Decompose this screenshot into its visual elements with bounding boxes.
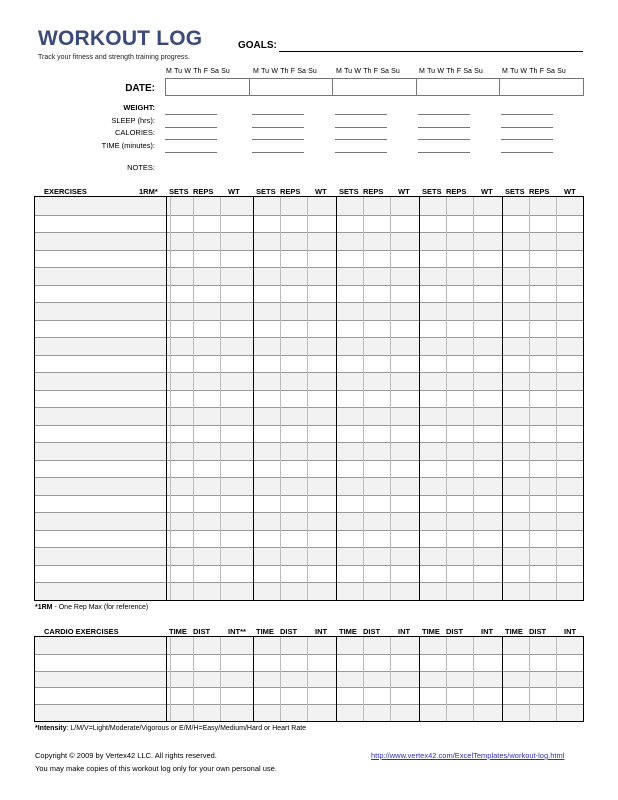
row-shade — [35, 637, 583, 654]
strength-grid[interactable] — [34, 196, 584, 601]
date-box[interactable] — [250, 79, 334, 95]
day-header-row — [253, 68, 319, 75]
date-box[interactable] — [166, 79, 250, 95]
day-header-row — [419, 68, 485, 75]
day-header: F — [290, 68, 296, 75]
day-header: Su — [474, 68, 483, 75]
table-row[interactable] — [35, 425, 583, 426]
column-divider — [166, 637, 167, 721]
stat-entry-line[interactable] — [335, 152, 387, 153]
row-shade — [35, 407, 583, 425]
table-row[interactable] — [35, 285, 583, 286]
day-header: F — [373, 68, 379, 75]
table-row[interactable] — [35, 704, 583, 705]
stat-entry-line[interactable] — [335, 127, 387, 128]
column-divider — [253, 197, 254, 600]
day-header: Tu — [261, 68, 270, 75]
column-divider — [529, 637, 530, 721]
column-header: WT — [315, 187, 327, 196]
column-header: REPS — [446, 187, 467, 196]
column-header: DIST — [280, 627, 298, 636]
column-divider — [556, 637, 557, 721]
stat-entry-line[interactable] — [418, 114, 470, 115]
day-header: Tu — [344, 68, 353, 75]
row-shade — [35, 442, 583, 460]
stat-entry-line[interactable] — [252, 139, 304, 140]
table-row[interactable] — [35, 267, 583, 268]
column-divider — [280, 197, 281, 600]
stat-entry-line[interactable] — [165, 127, 217, 128]
column-divider — [307, 197, 308, 600]
row-shade — [35, 671, 583, 688]
date-label: DATE: — [125, 83, 155, 94]
sleep-label: SLEEP (hrs): — [111, 116, 155, 125]
table-row[interactable] — [35, 372, 583, 373]
column-header: DIST — [446, 627, 464, 636]
stat-entry-line[interactable] — [418, 139, 470, 140]
cardio-exercises-header: CARDIO EXERCISES — [44, 627, 119, 636]
column-divider — [473, 637, 474, 721]
stat-entry-line[interactable] — [252, 127, 304, 128]
table-row[interactable] — [35, 460, 583, 461]
table-row[interactable] — [35, 582, 583, 583]
column-divider — [220, 197, 221, 600]
stat-entry-line[interactable] — [418, 127, 470, 128]
column-header: SETS — [339, 187, 359, 196]
stat-entry-line[interactable] — [252, 114, 304, 115]
column-divider — [390, 197, 391, 600]
column-divider — [446, 637, 447, 721]
column-header: WT — [481, 187, 493, 196]
onerm-header: 1RM* — [139, 187, 158, 196]
day-header: Sa — [380, 68, 389, 75]
row-shade — [35, 372, 583, 390]
day-header: Tu — [427, 68, 436, 75]
column-header: INT — [564, 627, 577, 636]
day-header: F — [456, 68, 462, 75]
table-row[interactable] — [35, 495, 583, 496]
row-shade — [35, 197, 583, 215]
day-header: W — [520, 68, 527, 75]
day-header: Th — [529, 68, 538, 75]
usage-note: You may make copies of this workout log only for your own personal use. — [35, 764, 277, 773]
column-header: INT — [315, 627, 328, 636]
day-header: F — [539, 68, 545, 75]
table-row[interactable] — [35, 654, 583, 655]
stat-entry-line[interactable] — [165, 114, 217, 115]
stat-entry-line[interactable] — [501, 127, 553, 128]
column-header: WT — [228, 187, 240, 196]
stat-entry-line[interactable] — [335, 139, 387, 140]
column-divider — [446, 197, 447, 600]
intensity-footnote: *Intensity: L/M/V=Light/Moderate/Vigorous or E/M/H=Easy/Medium/Hard or Heart Rate — [35, 725, 307, 732]
column-divider — [220, 637, 221, 721]
row-shade — [35, 337, 583, 355]
day-header: M — [253, 68, 259, 75]
column-divider — [502, 637, 503, 721]
column-header: WT — [398, 187, 410, 196]
stat-entry-line[interactable] — [252, 152, 304, 153]
day-header: M — [419, 68, 425, 75]
day-header: Th — [280, 68, 289, 75]
column-divider — [363, 197, 364, 600]
column-divider — [336, 197, 337, 600]
column-header: SETS — [256, 187, 276, 196]
column-divider — [193, 637, 194, 721]
table-row[interactable] — [35, 530, 583, 531]
time-label: TIME (minutes): — [101, 141, 155, 150]
column-header: DIST — [193, 627, 211, 636]
day-header: M — [502, 68, 508, 75]
day-header: F — [203, 68, 209, 75]
onerm-footnote: *1RM - One Rep Max (for reference) — [35, 604, 149, 611]
table-row[interactable] — [35, 442, 583, 443]
column-header: SETS — [505, 187, 525, 196]
column-divider — [556, 197, 557, 600]
column-header: REPS — [280, 187, 301, 196]
goals-label: GOALS: — [238, 40, 277, 51]
column-divider — [336, 637, 337, 721]
calories-label: CALORIES: — [114, 128, 155, 137]
day-header: Th — [363, 68, 372, 75]
table-row[interactable] — [35, 390, 583, 391]
date-box[interactable] — [417, 79, 501, 95]
column-divider — [419, 637, 420, 721]
day-header: Sa — [297, 68, 306, 75]
row-shade — [35, 477, 583, 495]
column-header: TIME — [339, 627, 357, 636]
column-header: INT — [398, 627, 411, 636]
day-header: Sa — [463, 68, 472, 75]
column-divider — [390, 637, 391, 721]
table-row[interactable] — [35, 407, 583, 408]
column-header: REPS — [193, 187, 214, 196]
notes-label: NOTES: — [127, 163, 155, 172]
column-header: TIME — [256, 627, 274, 636]
table-row[interactable] — [35, 250, 583, 251]
day-header: Su — [557, 68, 566, 75]
column-header: REPS — [363, 187, 384, 196]
day-header: Sa — [210, 68, 219, 75]
table-row[interactable] — [35, 565, 583, 566]
column-header: INT — [481, 627, 494, 636]
row-shade — [35, 302, 583, 320]
day-header: W — [354, 68, 361, 75]
page-subtitle: Track your fitness and strength training progress. — [38, 54, 190, 61]
date-boxes — [165, 78, 584, 96]
day-header: Su — [308, 68, 317, 75]
stat-entry-line[interactable] — [501, 114, 553, 115]
day-header: M — [336, 68, 342, 75]
table-row[interactable] — [35, 671, 583, 672]
day-header: Tu — [510, 68, 519, 75]
row-shade — [35, 232, 583, 250]
day-header: Tu — [174, 68, 183, 75]
column-divider — [307, 637, 308, 721]
table-row[interactable] — [35, 232, 583, 233]
column-divider — [170, 197, 171, 600]
column-header: SETS — [169, 187, 189, 196]
table-row[interactable] — [35, 337, 583, 338]
exercises-header: EXERCISES — [44, 187, 87, 196]
table-row[interactable] — [35, 512, 583, 513]
day-header: M — [166, 68, 172, 75]
day-header: W — [437, 68, 444, 75]
column-header: WT — [564, 187, 576, 196]
day-header: Th — [446, 68, 455, 75]
table-row[interactable] — [35, 215, 583, 216]
column-divider — [529, 197, 530, 600]
row-shade — [35, 267, 583, 285]
column-header: DIST — [363, 627, 381, 636]
day-header: W — [271, 68, 278, 75]
copyright: Copyright © 2009 by Vertex42 LLC. All rights reserved. — [35, 751, 217, 760]
page-title: WORKOUT LOG — [38, 27, 203, 50]
weight-label: WEIGHT: — [123, 103, 155, 112]
stat-entry-line[interactable] — [418, 152, 470, 153]
day-header: Su — [391, 68, 400, 75]
day-header-row — [166, 68, 232, 75]
day-header: W — [184, 68, 191, 75]
column-header: REPS — [529, 187, 550, 196]
column-divider — [473, 197, 474, 600]
day-header-row — [502, 68, 568, 75]
column-header: TIME — [422, 627, 440, 636]
table-row[interactable] — [35, 687, 583, 688]
column-header: SETS — [422, 187, 442, 196]
stat-entry-line[interactable] — [165, 152, 217, 153]
vertex42-link[interactable]: http://www.vertex42.com/ExcelTemplates/workout-log.html — [371, 751, 565, 760]
row-shade — [35, 582, 583, 600]
column-divider — [170, 637, 171, 721]
column-header: INT** — [228, 627, 246, 636]
table-row[interactable] — [35, 302, 583, 303]
goals-line[interactable] — [279, 51, 583, 52]
day-header: Su — [221, 68, 230, 75]
column-divider — [502, 197, 503, 600]
stat-entry-line[interactable] — [165, 139, 217, 140]
table-row[interactable] — [35, 547, 583, 548]
stat-entry-line[interactable] — [335, 114, 387, 115]
column-header: TIME — [169, 627, 187, 636]
column-divider — [363, 637, 364, 721]
column-header: DIST — [529, 627, 547, 636]
day-header: Th — [193, 68, 202, 75]
date-box[interactable] — [500, 79, 583, 95]
table-row[interactable] — [35, 355, 583, 356]
cardio-grid[interactable] — [34, 636, 584, 722]
row-shade — [35, 512, 583, 530]
column-header: TIME — [505, 627, 523, 636]
table-row[interactable] — [35, 477, 583, 478]
column-divider — [193, 197, 194, 600]
column-divider — [253, 637, 254, 721]
date-box[interactable] — [333, 79, 417, 95]
column-divider — [280, 637, 281, 721]
day-header-row — [336, 68, 402, 75]
stat-entry-line[interactable] — [501, 152, 553, 153]
row-shade — [35, 704, 583, 721]
row-shade — [35, 547, 583, 565]
table-row[interactable] — [35, 320, 583, 321]
column-divider — [419, 197, 420, 600]
column-divider — [166, 197, 167, 600]
day-header: Sa — [546, 68, 555, 75]
stat-entry-line[interactable] — [501, 139, 553, 140]
